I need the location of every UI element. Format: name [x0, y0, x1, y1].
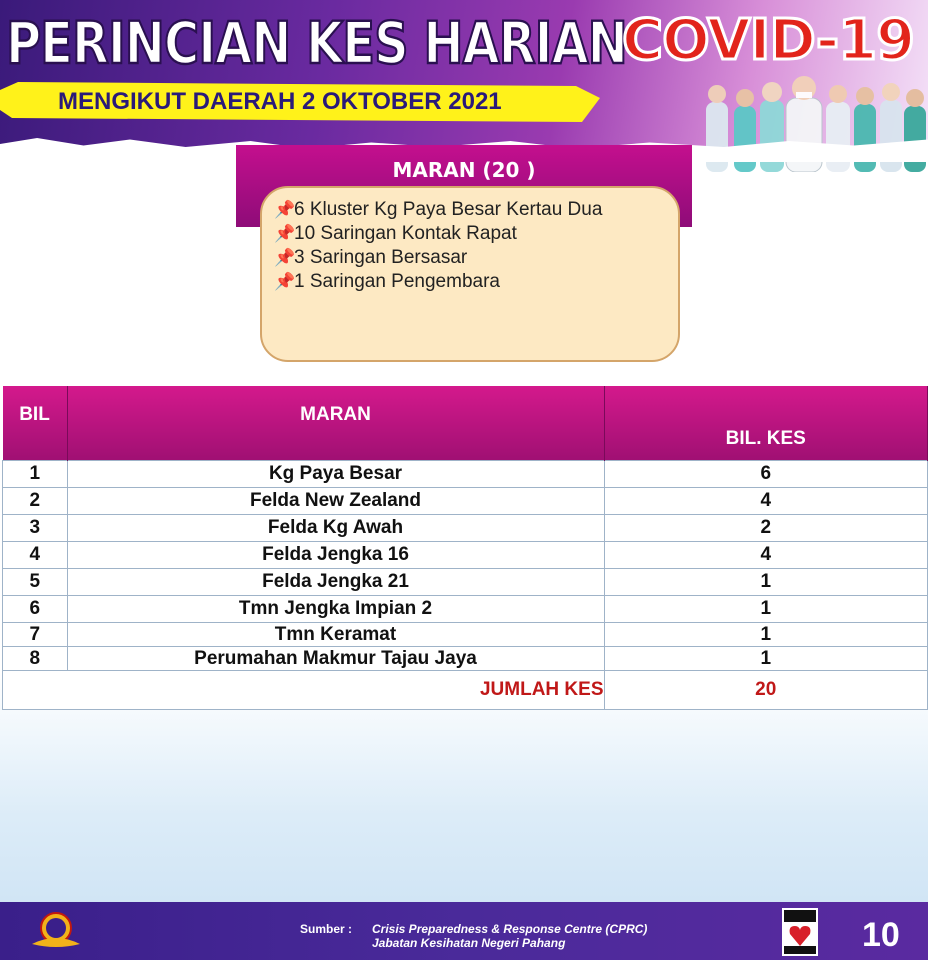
- row-location: Felda Jengka 21: [67, 569, 604, 596]
- table-header-row: [3, 386, 928, 461]
- jkn-logo: [28, 910, 84, 952]
- summary-item-text: 1 Saringan Pengembara: [294, 271, 500, 292]
- total-value: 20: [604, 671, 928, 710]
- row-cases: 2: [604, 515, 928, 542]
- source-department: Jabatan Kesihatan Negeri Pahang: [372, 936, 566, 950]
- row-number: 2: [3, 488, 68, 515]
- summary-card: [260, 186, 680, 362]
- source-organization: Crisis Preparedness & Response Centre (CPRC): [372, 922, 648, 936]
- summary-item-text: 6 Kluster Kg Paya Besar Kertau Dua: [294, 199, 603, 220]
- row-cases: 1: [604, 569, 928, 596]
- column-header-bil: BIL: [3, 386, 68, 461]
- table-row: [3, 623, 928, 647]
- total-label: JUMLAH KES: [3, 671, 605, 710]
- page-title: PERINCIAN KES HARIAN: [6, 10, 627, 78]
- row-number: 6: [3, 596, 68, 623]
- table-row: [3, 461, 928, 488]
- row-cases: 1: [604, 647, 928, 671]
- row-number: 7: [3, 623, 68, 647]
- table-row: [3, 647, 928, 671]
- summary-item: [274, 246, 602, 270]
- row-location: Felda Jengka 16: [67, 542, 604, 569]
- table-row: [3, 542, 928, 569]
- summary-item-text: 10 Saringan Kontak Rapat: [294, 223, 517, 244]
- table-row: [3, 569, 928, 596]
- page-number: 10: [862, 916, 900, 954]
- footer-bar: [0, 902, 928, 960]
- cases-table-wrapper: [2, 386, 928, 710]
- pushpin-icon: 📌: [274, 200, 296, 219]
- row-location: Tmn Jengka Impian 2: [67, 596, 604, 623]
- row-number: 1: [3, 461, 68, 488]
- summary-item: [274, 222, 602, 246]
- row-number: 4: [3, 542, 68, 569]
- row-location: Felda New Zealand: [67, 488, 604, 515]
- row-number: 3: [3, 515, 68, 542]
- row-number: 5: [3, 569, 68, 596]
- row-location: Felda Kg Awah: [67, 515, 604, 542]
- summary-item: [274, 270, 602, 294]
- table-row: [3, 488, 928, 515]
- table-row: [3, 596, 928, 623]
- summary-item-text: 3 Saringan Bersasar: [294, 247, 468, 268]
- column-header-cases: BIL. KES: [604, 386, 928, 461]
- summary-card-title: MARAN (20 ): [392, 158, 536, 182]
- pushpin-icon: 📌: [274, 224, 296, 243]
- row-location: Tmn Keramat: [67, 623, 604, 647]
- pushpin-icon: 📌: [274, 248, 296, 267]
- row-cases: 1: [604, 623, 928, 647]
- table-row: [3, 515, 928, 542]
- row-cases: 4: [604, 488, 928, 515]
- row-location: Kg Paya Besar: [67, 461, 604, 488]
- row-location: Perumahan Makmur Tajau Jaya: [67, 647, 604, 671]
- pushpin-icon: 📌: [274, 272, 296, 291]
- source-label: Sumber :: [300, 922, 353, 936]
- row-cases: 6: [604, 461, 928, 488]
- total-row: [3, 671, 928, 710]
- row-number: 8: [3, 647, 68, 671]
- summary-item: [274, 198, 602, 222]
- summary-list: [274, 198, 602, 294]
- row-cases: 1: [604, 596, 928, 623]
- row-cases: 4: [604, 542, 928, 569]
- koi-nak-sihat-badge: [782, 908, 818, 956]
- column-header-location: MARAN: [67, 386, 604, 461]
- page-subtitle: MENGIKUT DAERAH 2 OKTOBER 2021: [58, 88, 502, 115]
- covid-title: COVID-19: [622, 8, 915, 73]
- cases-table: [2, 386, 928, 710]
